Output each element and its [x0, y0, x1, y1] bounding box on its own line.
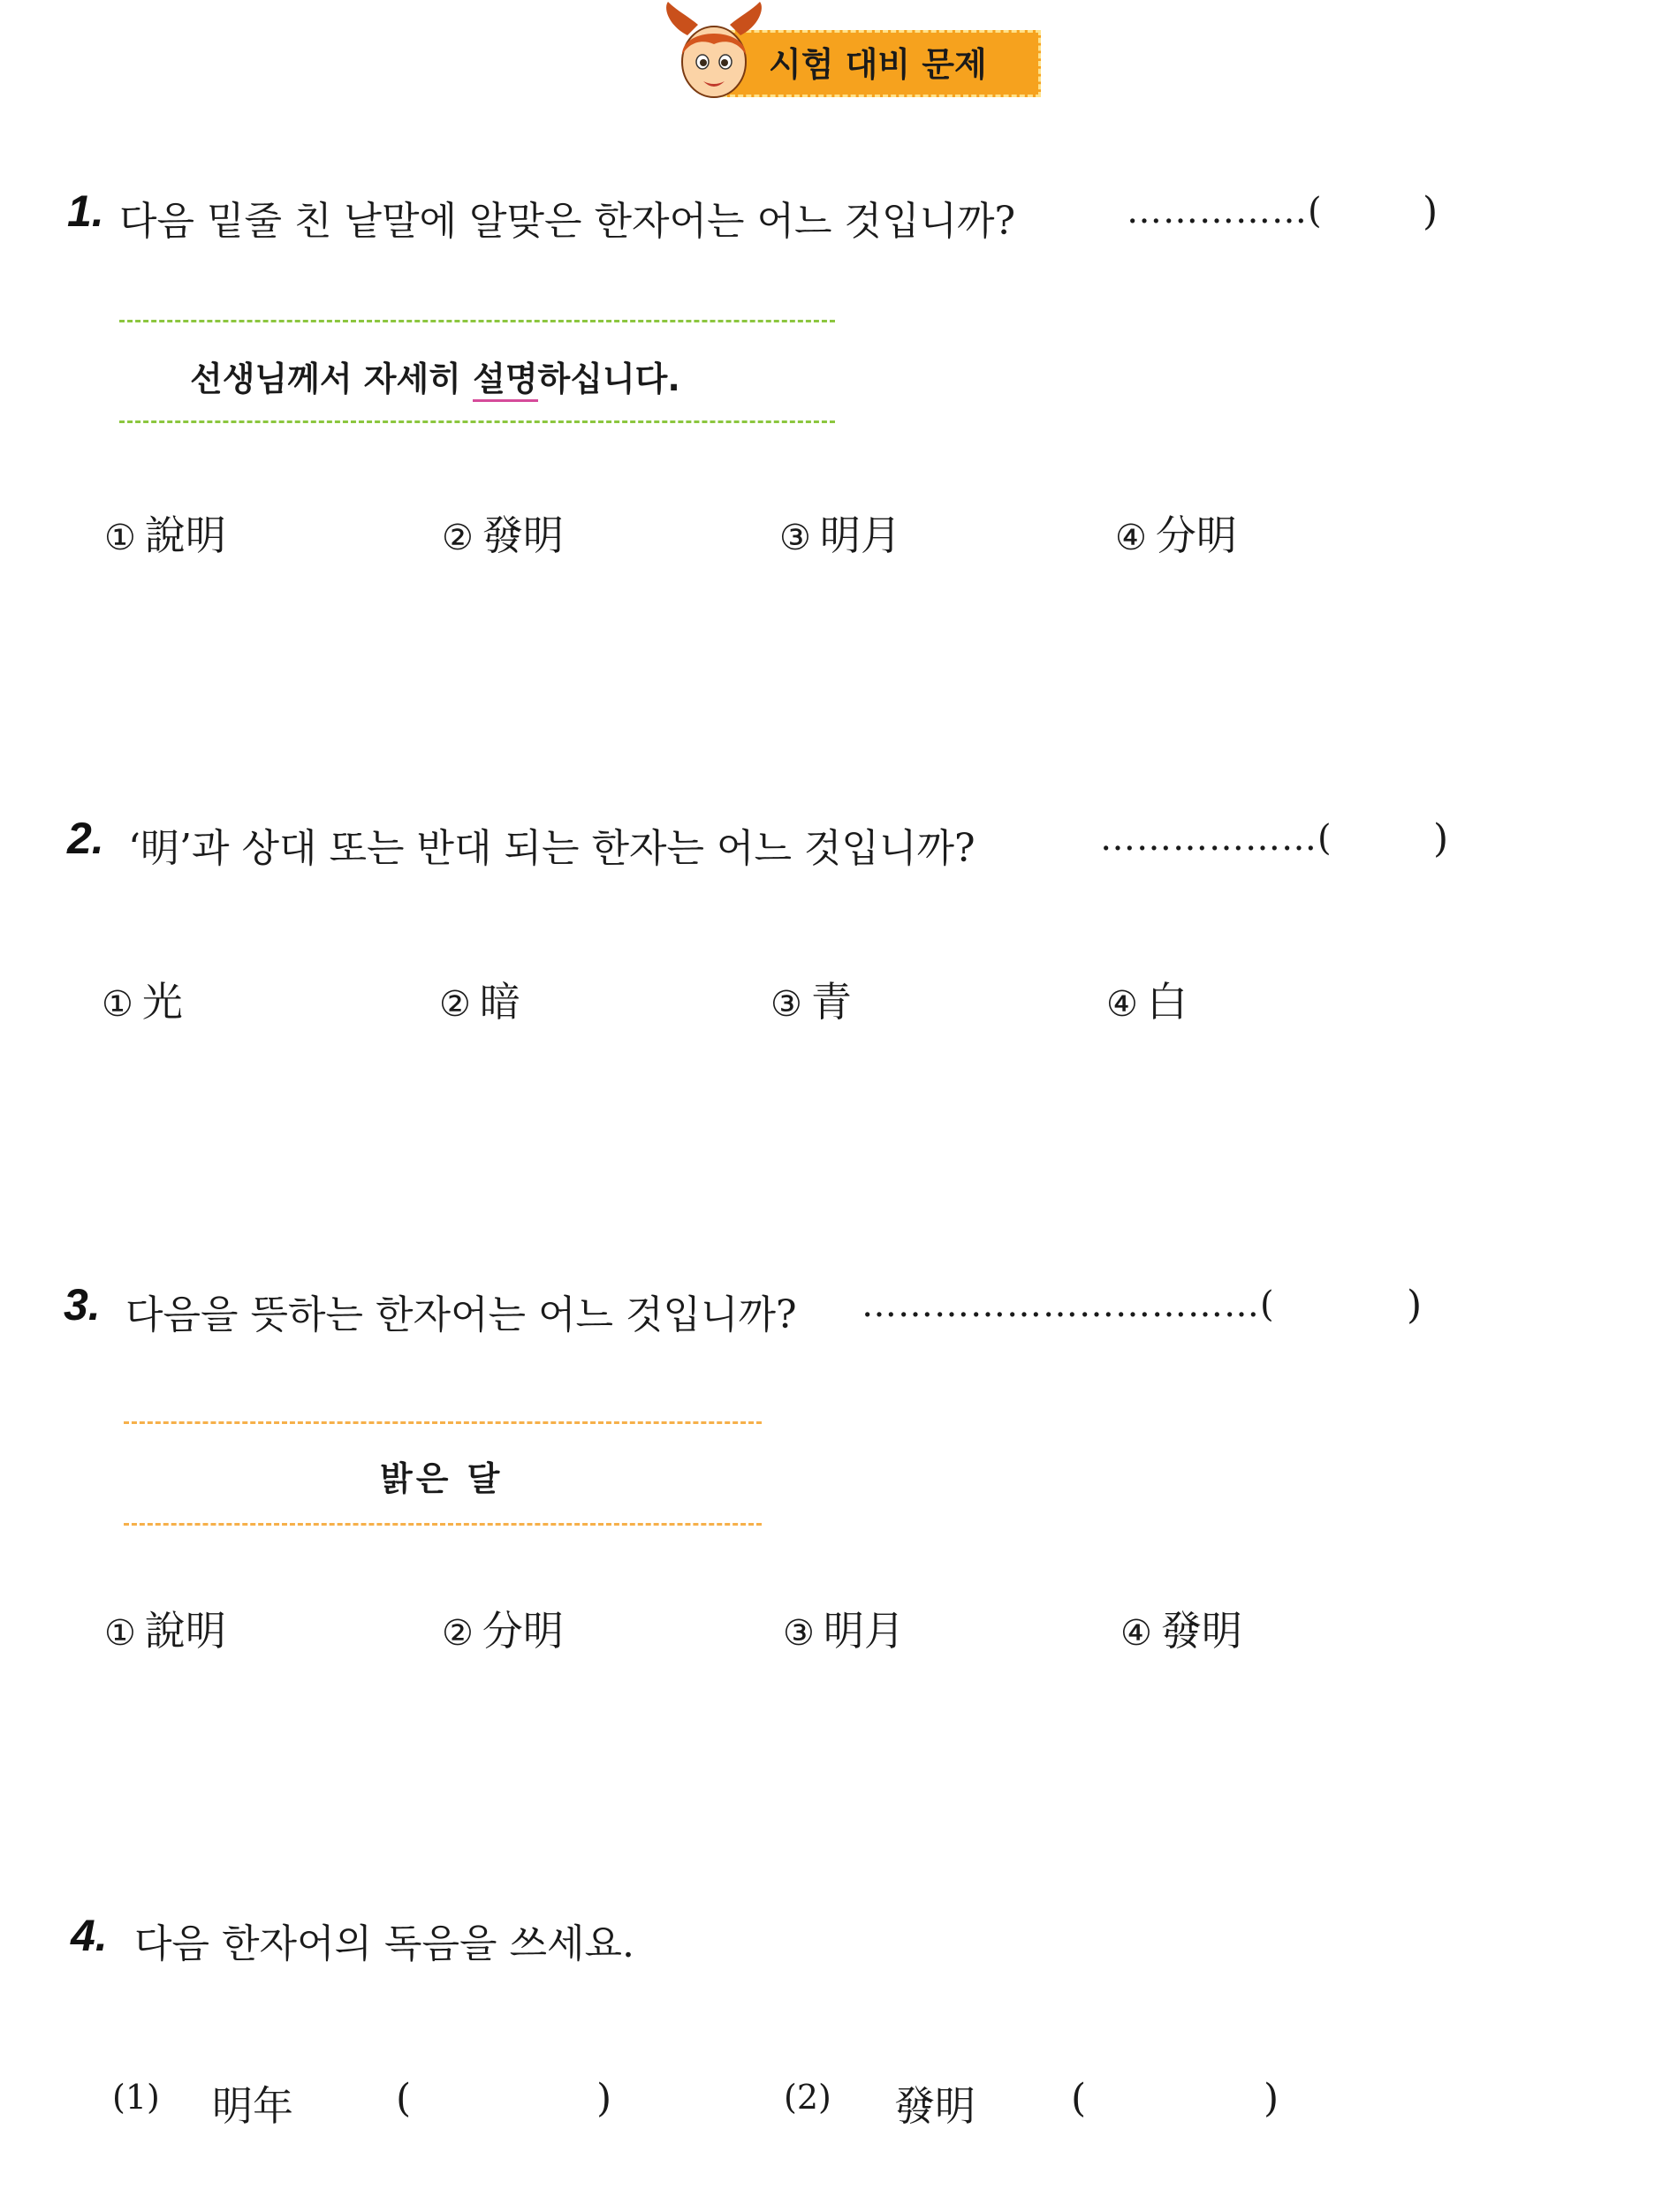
answer-close-paren: ): [596, 2076, 612, 2121]
option-label: 光: [141, 978, 183, 1026]
option-4[interactable]: [1106, 970, 1188, 1028]
option-number: ①: [104, 1613, 136, 1654]
box-divider-top: [119, 320, 835, 322]
option-4[interactable]: [1120, 1599, 1242, 1657]
option-number: ③: [783, 1613, 815, 1654]
item-word: 發明: [894, 2082, 975, 2130]
option-number: ①: [102, 984, 133, 1025]
question-text: 다음 밑줄 친 낱말에 알맞은 한자어는 어느 것입니까?: [119, 199, 1016, 244]
option-4[interactable]: [1115, 504, 1237, 562]
question-number: 2.: [67, 814, 104, 863]
option-1[interactable]: [104, 504, 226, 562]
answer-close-paren: ): [1433, 816, 1449, 861]
answer-leader: ……………(: [1127, 191, 1323, 231]
option-1[interactable]: [102, 970, 183, 1028]
option-number: ①: [104, 518, 136, 558]
option-label: 明月: [819, 511, 901, 559]
item-word: 明年: [212, 2082, 293, 2130]
option-label: 明月: [823, 1607, 905, 1655]
option-label: 分明: [482, 1607, 564, 1655]
option-number: ②: [442, 518, 474, 558]
meaning-text: 밝은 달: [380, 1459, 504, 1498]
answer-close-paren: ): [1407, 1283, 1423, 1328]
question-text: 다음을 뜻하는 한자어는 어느 것입니까?: [125, 1292, 797, 1337]
option-label: 說明: [144, 1607, 226, 1655]
option-2[interactable]: [439, 970, 520, 1028]
option-2[interactable]: [442, 504, 564, 562]
option-number: ④: [1120, 1613, 1152, 1654]
option-number: ②: [439, 984, 471, 1025]
option-label: 白: [1146, 978, 1188, 1026]
question-number: 1.: [67, 186, 104, 236]
option-label: 青: [810, 978, 852, 1026]
answer-close-paren: ): [1423, 189, 1438, 234]
item-number: (1): [112, 2078, 160, 2117]
example-sentence: [190, 352, 680, 400]
option-number: ④: [1115, 518, 1147, 558]
question-number: 4.: [71, 1911, 108, 1960]
box-divider-bottom: [124, 1523, 762, 1526]
option-3[interactable]: [783, 1599, 905, 1657]
option-3[interactable]: [770, 970, 852, 1028]
item-number: (2): [784, 2078, 831, 2117]
answer-open-paren: (: [396, 2076, 412, 2121]
answer-leader: ……………………………(: [862, 1284, 1275, 1325]
answer-leader: ………………(: [1100, 818, 1332, 859]
answer-close-paren: ): [1264, 2076, 1279, 2121]
option-number: ④: [1106, 984, 1138, 1025]
question-text: ‘明’과 상대 또는 반대 되는 한자는 어느 것입니까?: [128, 826, 975, 871]
option-label: 暗: [479, 978, 520, 1026]
answer-open-paren: (: [1071, 2076, 1087, 2121]
option-number: ②: [442, 1613, 474, 1654]
option-2[interactable]: [442, 1599, 564, 1657]
option-1[interactable]: [104, 1599, 226, 1657]
option-number: ③: [770, 984, 802, 1025]
option-number: ③: [779, 518, 811, 558]
box-divider-top: [124, 1421, 762, 1424]
option-label: 發明: [1160, 1607, 1242, 1655]
question-text: 다음 한자어의 독음을 쓰세요.: [134, 1921, 634, 1966]
option-3[interactable]: [779, 504, 901, 562]
girl-mascot-icon: [661, 0, 767, 104]
sentence-part: 선생님께서 자세히: [190, 360, 474, 398]
box-divider-bottom: [119, 420, 835, 423]
option-label: 說明: [144, 511, 226, 559]
underlined-word: 설명: [473, 360, 537, 402]
option-label: 發明: [482, 511, 564, 559]
question-number: 3.: [64, 1280, 101, 1329]
sentence-part: 하십니다.: [537, 360, 680, 398]
option-label: 分明: [1155, 511, 1237, 559]
header-badge-label: 시험 대비 문제: [769, 45, 987, 84]
